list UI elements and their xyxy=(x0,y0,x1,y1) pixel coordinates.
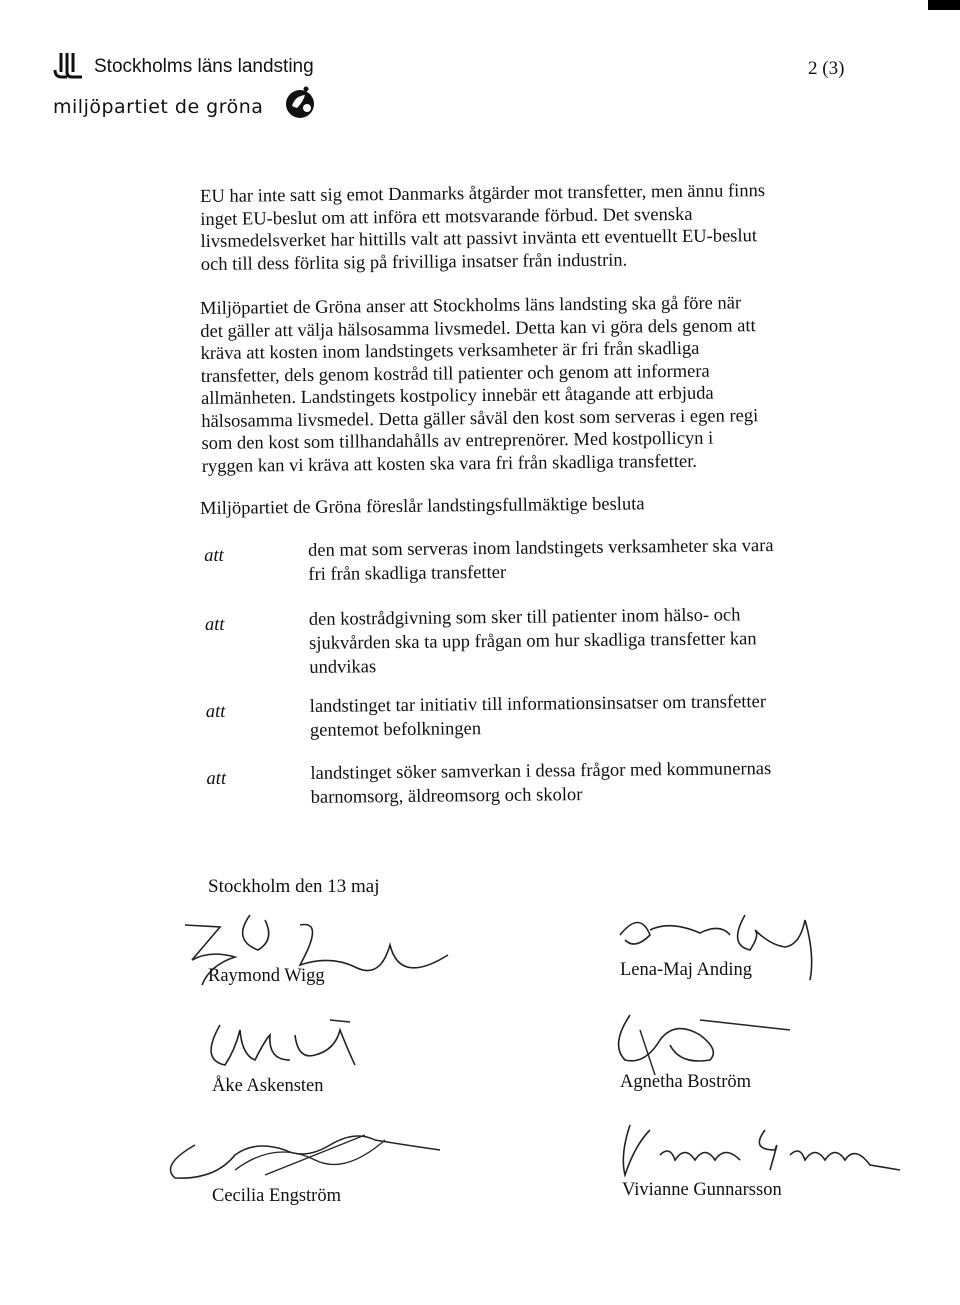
motion-text: den mat som serveras inom landstingets verksamheter ska vara fri från skadliga transfetter xyxy=(308,536,774,585)
motion-att-label: att xyxy=(206,768,227,789)
signature-vivianne-gunnarsson xyxy=(615,1115,905,1185)
motion-item xyxy=(205,690,806,741)
motion-text: landstinget söker samverkan i dessa frågor med kommunernas barnomsorg, äldreomsorg och skolor xyxy=(310,759,772,808)
landsting-logo-icon xyxy=(53,50,83,80)
party-name: miljöpartiet de gröna xyxy=(53,96,264,118)
motion-list xyxy=(204,534,804,808)
place-and-date: Stockholm den 13 maj xyxy=(208,876,380,897)
page-number: 2 (3) xyxy=(808,58,845,79)
motion-att-label: att xyxy=(204,614,225,635)
motion-item xyxy=(204,603,805,678)
signature-cecilia-engstrom xyxy=(155,1120,445,1190)
organization-name: Stockholms läns landsting xyxy=(94,56,314,77)
motion-att-label: att xyxy=(204,545,224,566)
signatory-name: Vivianne Gunnarsson xyxy=(622,1180,782,1200)
party-logo-icon xyxy=(283,86,317,120)
motion-text: den kostrådgivning som sker till patienter inom hälso- och sjukvården ska ta upp frågan om hur skadliga transfetter kan undvikas xyxy=(308,605,757,678)
paragraph-proposal-intro: Miljöpartiet de Gröna föreslår landstingsfullmäktige besluta xyxy=(200,494,645,519)
motion-item xyxy=(206,757,806,808)
motion-text: landstinget tar initiativ till informationsinsatser om transfetter gentemot befolkningen xyxy=(309,692,767,741)
signature-ake-askensten xyxy=(200,1010,370,1075)
signatory-name: Lena-Maj Anding xyxy=(620,960,753,980)
signature-agnetha-bostrom xyxy=(600,1005,800,1080)
signatory-name: Agnetha Boström xyxy=(620,1072,752,1092)
paragraph-eu-context: EU har inte satt sig emot Danmarks åtgärder mot transfetter, men ännu finns inget EU-beslut om att införa ett motsvarande förbud. Det svenska livsmedelsverket har hittills valt att passivt invänta ett eventuellt EU-beslut och till dess förlita sig på frivilliga insatser från industrin. xyxy=(200,181,766,275)
signatory-name: Cecilia Engström xyxy=(212,1186,341,1206)
signatory-name: Åke Askensten xyxy=(212,1076,324,1096)
motion-item xyxy=(204,534,804,585)
motion-att-label: att xyxy=(205,701,226,722)
paragraph-party-position: Miljöpartiet de Gröna anser att Stockholms läns landsting ska gå före när det gäller att välja hälsosamma livsmedel. Detta kan vi göra dels genom att kräva att kosten inom landstingets verksamheter är fri från skadliga transfetter, dels genom kostråd till patienter och genom att informera allmänheten. Landstingets kostpolicy innebär ett åtagande att erbjuda hälsosamma livsmedel. Detta gäller såväl den kost som serveras i egen regi som den kost som tillhandahålls av entreprenörer. Med kostpollicyn i ryggen kan vi kräva att kosten ska vara fri från skadliga transfetter. xyxy=(200,293,759,477)
scan-edge-mark xyxy=(928,0,960,10)
signatory-name: Raymond Wigg xyxy=(208,966,325,986)
